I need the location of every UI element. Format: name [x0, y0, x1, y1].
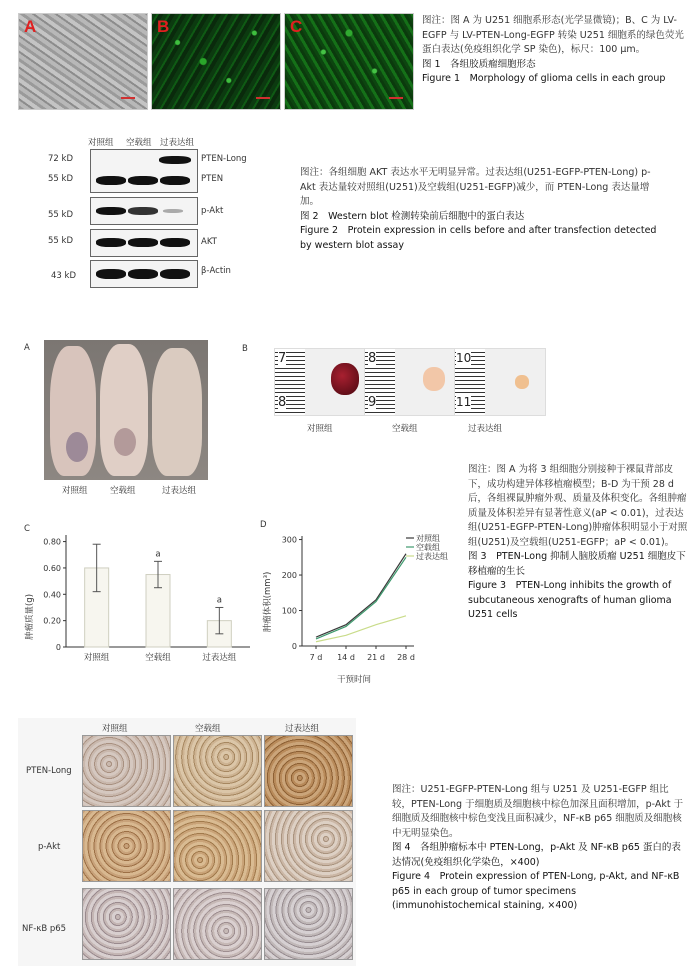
fig1-title-en: Figure 1 Morphology of glioma cells in each group	[422, 73, 666, 84]
wb-group-label: 对照组	[88, 138, 114, 148]
fig1-panel-a-image	[18, 13, 148, 110]
ruler-number: 10	[456, 351, 472, 365]
tumor-photo-vector	[364, 348, 456, 416]
legend-label: 过表达组	[416, 552, 448, 561]
wb-band	[160, 238, 190, 247]
wb-band	[128, 207, 158, 215]
tumor-mass	[66, 432, 88, 462]
fig2-caption	[300, 166, 662, 253]
fig1-caption-note: 图注：图 A 为 U251 细胞系形态(光学显微镜)；B、C 为 LV-EGFP 与 LV-PTEN-Long-EGFP 转染 U251 细胞系的绿色荧光蛋白表达(免疫组织化学 SP 染色)，标尺：100 μm。	[422, 15, 684, 55]
fig3-panel-d-label: D	[260, 520, 267, 530]
y-tick-label: 100	[281, 606, 297, 616]
wb-protein: PTEN	[201, 174, 224, 184]
wb-band	[160, 176, 190, 185]
tumor-specimen	[331, 363, 359, 395]
ihc-image	[264, 735, 353, 807]
mouse-overexpression	[152, 348, 202, 476]
ihc-col-label: 过表达组	[285, 724, 320, 734]
wb-protein: p-Akt	[201, 206, 224, 216]
wb-band	[159, 156, 191, 164]
wb-band	[96, 207, 126, 215]
ihc-image	[82, 810, 171, 882]
ihc-image	[82, 888, 171, 960]
tumor-specimen	[515, 375, 529, 389]
tumor-label: 空载组	[392, 424, 418, 434]
bar-chart-tumor-mass	[18, 525, 258, 675]
ihc-row-label: PTEN-Long	[26, 766, 72, 776]
ihc-image	[173, 810, 262, 882]
wb-protein: PTEN-Long	[201, 154, 247, 164]
wb-blot-akt	[90, 229, 198, 257]
x-axis-label: 干预时间	[336, 675, 372, 685]
fig1-panel-c-image	[284, 13, 414, 110]
fig1-title-cn: 图 1 各组胶质瘤细胞形态	[422, 58, 536, 70]
ihc-row-label: p-Akt	[38, 842, 61, 852]
y-tick-label: 0	[55, 643, 61, 652]
fig4-caption-note: 图注：U251-EGFP-PTEN-Long 组与 U251 及 U251-EGFP 组比较，PTEN-Long 于细胞质及细胞核中棕色加深且面积增加，p-Akt 于细胞质及细胞核中棕色变浅且面积减少，NF-κB p65 细胞质及细胞核中无明显染色。	[392, 784, 684, 839]
series-line	[316, 557, 406, 639]
tumor-label: 对照组	[307, 424, 333, 434]
wb-band	[128, 176, 158, 185]
panel-label: A	[24, 17, 37, 36]
x-tick-label: 过表达组	[202, 653, 237, 663]
x-tick-label: 空载组	[145, 653, 171, 663]
mouse-vector	[100, 344, 148, 476]
tumor-photo-control	[274, 348, 366, 416]
legend-label: 对照组	[416, 534, 440, 543]
wb-group-label: 过表达组	[160, 138, 195, 148]
wb-band	[96, 269, 126, 279]
tumor-specimen	[423, 367, 445, 391]
panel-label: C	[290, 17, 303, 36]
fig3-caption-note: 图注：图 A 为将 3 组细胞分别接种于裸鼠背部皮下，成功构建异体移植瘤模型；B-D 为干预 28 d 后，各组裸鼠肿瘤外观、质量及体积变化。各组肿瘤质量及体积差异有显著性意义(aP < 0.01)，过表达组(U251-EGFP-PTEN-Long)肿瘤体积明显小于对照组(U251)及空载组(U251-EGFP；aP < 0.01)。	[468, 464, 688, 548]
fig3-title-cn: 图 3 PTEN-Long 抑制人脑胶质瘤 U251 细胞皮下移植瘤的生长	[468, 551, 686, 577]
series-line	[316, 554, 406, 637]
tumor-label: 过表达组	[468, 424, 503, 434]
x-tick-label: 7 d	[309, 653, 323, 662]
mouse-control	[50, 346, 96, 476]
fig1-caption	[422, 14, 690, 87]
fig3-mice-photo	[44, 340, 208, 480]
wb-band	[128, 269, 158, 279]
ruler-number: 7	[278, 351, 287, 366]
y-tick-label: 0	[291, 642, 297, 651]
fig2-caption-note: 图注：各组细胞 AKT 表达水平无明显异常。过表达组(U251-EGFP-PTEN-Long) p-Akt 表达量较对照组(U251)及空载组(U251-EGFP)减少，而 PTEN-Long 表达量增加。	[300, 167, 651, 207]
wb-band	[96, 238, 126, 247]
fig3-caption	[468, 463, 688, 623]
x-tick-label: 14 d	[337, 653, 355, 662]
y-tick-label: 0.40	[43, 590, 61, 600]
ruler-number: 9	[368, 395, 377, 410]
fig1-panel-b-image	[151, 13, 281, 110]
wb-blot-pten	[90, 149, 198, 193]
ruler-number: 8	[368, 351, 377, 366]
tumor-mass	[114, 428, 136, 456]
fig4-title-cn: 图 4 各组肿瘤标本中 PTEN-Long，p-Akt 及 NF-κB p65 蛋白的表达情况(免疫组织化学染色，×400)	[392, 842, 681, 868]
ihc-image	[173, 735, 262, 807]
wb-marker: 55 kD	[48, 236, 73, 246]
wb-band	[96, 176, 126, 185]
x-tick-label: 对照组	[83, 653, 110, 663]
ihc-image	[264, 888, 353, 960]
y-tick-label: 300	[281, 535, 297, 545]
mouse-label: 空载组	[110, 486, 136, 496]
wb-marker: 55 kD	[48, 174, 73, 184]
panel-label: B	[157, 17, 170, 36]
ihc-row-label: NF-κB p65	[22, 924, 67, 934]
y-tick-label: 0.60	[43, 563, 61, 573]
significance-label: a	[216, 595, 222, 606]
wb-protein: β-Actin	[201, 266, 231, 276]
legend-label: 空载组	[416, 543, 440, 552]
tumor-photo-overexpression	[454, 348, 546, 416]
wb-marker: 72 kD	[48, 154, 73, 164]
ihc-col-label: 对照组	[102, 724, 128, 734]
ihc-image	[82, 735, 171, 807]
scale-bar	[256, 97, 270, 99]
y-tick-label: 200	[281, 571, 297, 581]
series-line	[316, 616, 406, 642]
wb-blot-actin	[90, 260, 198, 288]
wb-marker: 43 kD	[51, 271, 76, 281]
wb-band	[160, 269, 190, 279]
wb-marker: 55 kD	[48, 210, 73, 220]
fig3-title-en: Figure 3 PTEN-Long inhibits the growth of subcutaneous xenografts of human glioma U251 cells	[468, 580, 672, 620]
fig3-panel-a-label: A	[24, 343, 30, 353]
mouse-label: 过表达组	[162, 486, 197, 496]
fig2-title-en: Figure 2 Protein expression in cells before and after transfection detected by western blot assay	[300, 225, 657, 251]
line-chart-tumor-volume	[256, 520, 464, 688]
y-tick-label: 0.80	[43, 537, 61, 547]
ihc-col-label: 空载组	[195, 724, 221, 734]
y-axis-label: 肿瘤质量(g)	[25, 593, 35, 641]
wb-blot-pakt	[90, 197, 198, 225]
wb-protein: AKT	[201, 237, 217, 247]
fig4-caption	[392, 783, 684, 914]
ihc-image	[264, 810, 353, 882]
ruler-number: 11	[456, 395, 472, 409]
fig3-panel-c-label: C	[24, 524, 30, 534]
wb-band	[163, 209, 183, 213]
fig4-title-en: Figure 4 Protein expression of PTEN-Long, p-Akt, and NF-κB p65 in each group of tumor specimens (immunohistochemical staining, ×400)	[392, 871, 680, 911]
y-axis-label: 肿瘤体积(mm³)	[263, 571, 273, 633]
fig2-title-cn: 图 2 Western blot 检测转染前后细胞中的蛋白表达	[300, 210, 525, 222]
significance-label: a	[155, 549, 161, 560]
fig3-panel-b-label: B	[242, 344, 248, 354]
wb-group-label: 空载组	[126, 138, 152, 148]
x-tick-label: 28 d	[397, 653, 415, 662]
y-tick-label: 0.20	[43, 616, 61, 626]
ihc-image	[173, 888, 262, 960]
ruler-number: 8	[278, 395, 287, 410]
scale-bar	[121, 97, 135, 99]
scale-bar	[389, 97, 403, 99]
wb-band	[128, 238, 158, 247]
mouse-label: 对照组	[62, 486, 88, 496]
x-tick-label: 21 d	[367, 653, 385, 662]
